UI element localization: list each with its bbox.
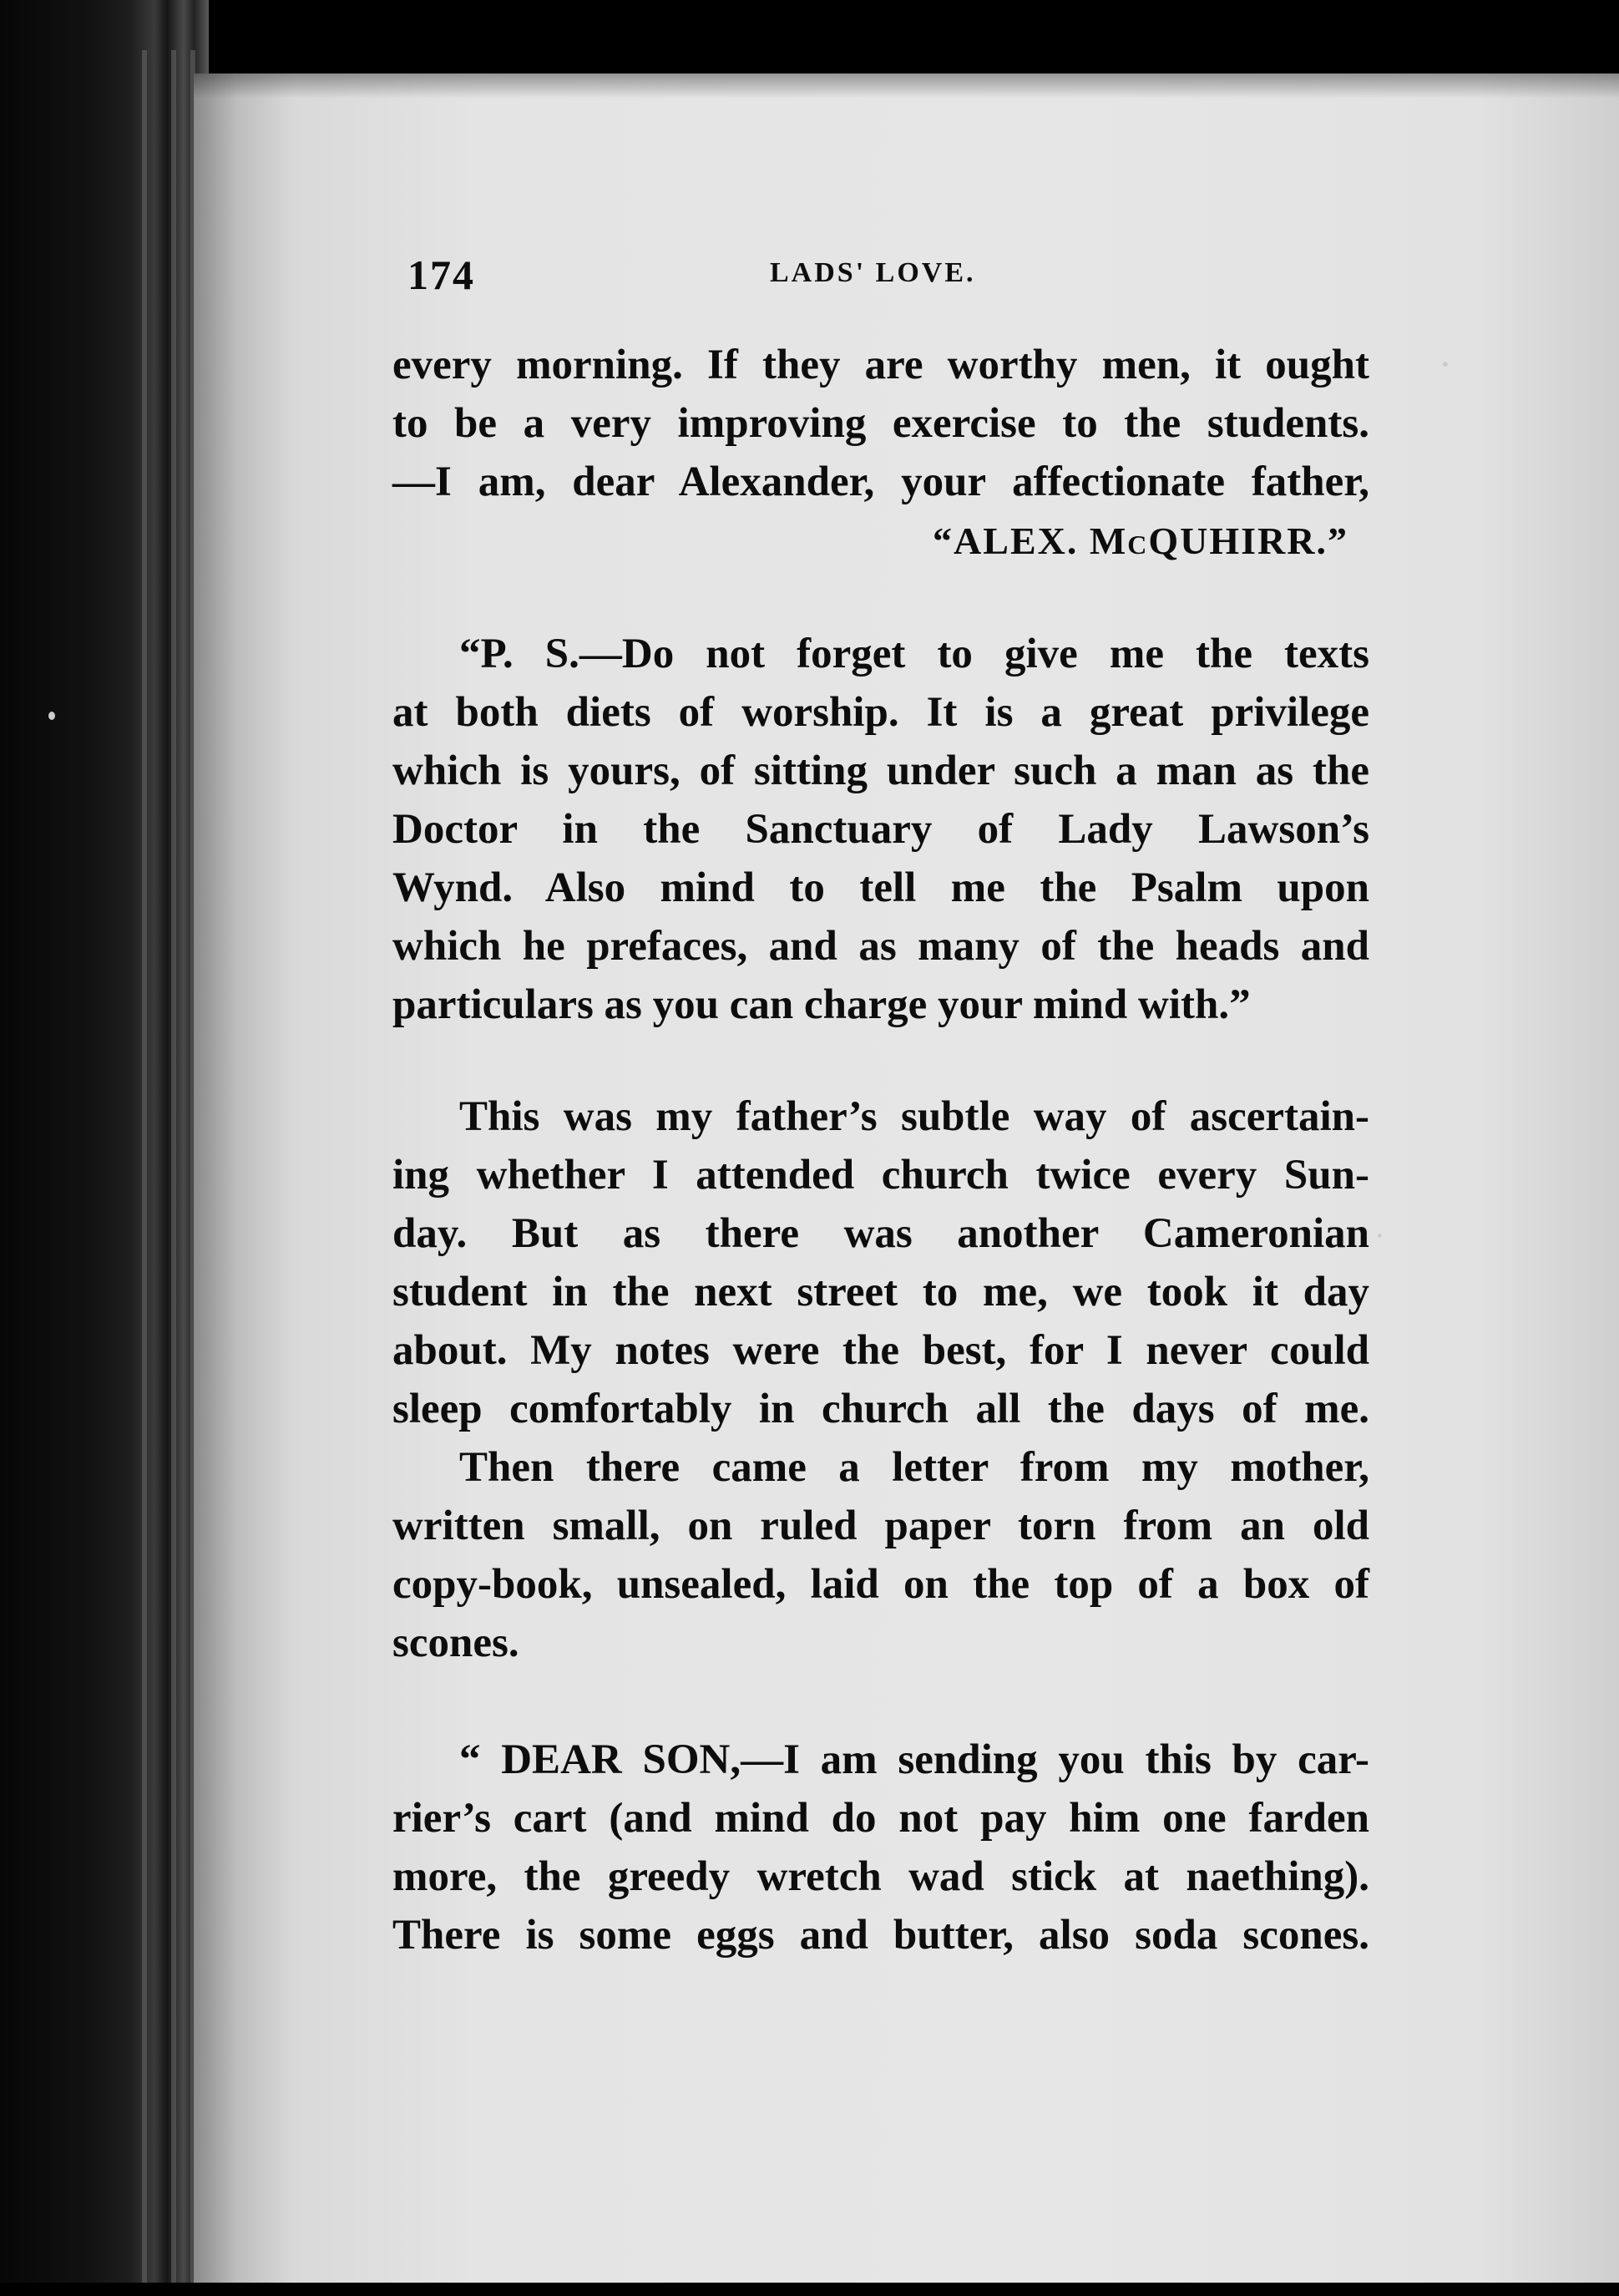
text-line: every morning. If they are worthy men, it ought bbox=[392, 342, 1369, 388]
paragraph-mother-letter-intro bbox=[392, 1438, 1369, 1672]
text-line: rier’s cart (and mind do not pay him one farden bbox=[392, 1795, 1369, 1842]
paragraph-narration bbox=[392, 1087, 1369, 1438]
letter-signature: “ALEX. McQUHIRR.” bbox=[933, 520, 1348, 562]
text-line: which is yours, of sitting under such a man as the bbox=[392, 748, 1369, 794]
dust-speck bbox=[1378, 1234, 1382, 1238]
paragraph-letter-father-end bbox=[392, 336, 1369, 511]
text-line: to be a very improving exercise to the students. bbox=[392, 400, 1369, 447]
text-line: sleep comfortably in church all the days of me. bbox=[392, 1386, 1369, 1432]
text-line: —I am, dear Alexander, your affectionate father, bbox=[392, 459, 1369, 505]
dust-speck bbox=[1443, 362, 1448, 367]
binding-stripe bbox=[142, 50, 147, 2296]
text-line: scones. bbox=[392, 1619, 519, 1666]
text-line: at both diets of worship. It is a great privilege bbox=[392, 689, 1369, 736]
text-line: copy-book, unsealed, laid on the top of a box of bbox=[392, 1561, 1369, 1608]
text-line: “P. S.—Do not forget to give me the texts bbox=[459, 631, 1369, 677]
book-binding-edge bbox=[0, 0, 209, 2296]
text-line: about. My notes were the best, for I never could bbox=[392, 1327, 1369, 1374]
text-line: student in the next street to me, we took it day bbox=[392, 1269, 1369, 1315]
text-line: particulars as you can charge your mind with.” bbox=[392, 981, 1251, 1028]
page-header bbox=[407, 251, 1359, 301]
dust-speck bbox=[48, 712, 55, 720]
paragraph-mother-letter bbox=[392, 1731, 1369, 1964]
text-line: Doctor in the Sanctuary of Lady Lawson’s bbox=[392, 806, 1369, 853]
text-line: which he prefaces, and as many of the heads and bbox=[392, 923, 1369, 970]
text-line: more, the greedy wretch wad stick at naething). bbox=[392, 1853, 1369, 1900]
text-line: Then there came a letter from my mother, bbox=[459, 1444, 1369, 1491]
page-top-shadow bbox=[194, 73, 1619, 99]
text-line: Wynd. Also mind to tell me the Psalm upon bbox=[392, 864, 1369, 911]
text-line: written small, on ruled paper torn from an old bbox=[392, 1503, 1369, 1549]
text-line: There is some eggs and butter, also soda scones. bbox=[392, 1912, 1369, 1959]
text-line: ing whether I attended church twice every Sun- bbox=[392, 1152, 1369, 1199]
running-head: LADS' LOVE. bbox=[770, 257, 976, 288]
scan-bottom-edge bbox=[0, 2283, 1619, 2296]
text-line: This was my father’s subtle way of ascertain- bbox=[459, 1093, 1369, 1140]
text-line: “ DEAR SON,—I am sending you this by car- bbox=[459, 1736, 1369, 1783]
text-line: day. But as there was another Cameronian bbox=[392, 1210, 1369, 1257]
page-number: 174 bbox=[407, 251, 475, 298]
binding-stripe bbox=[171, 50, 176, 2296]
paragraph-postscript bbox=[392, 625, 1369, 1034]
